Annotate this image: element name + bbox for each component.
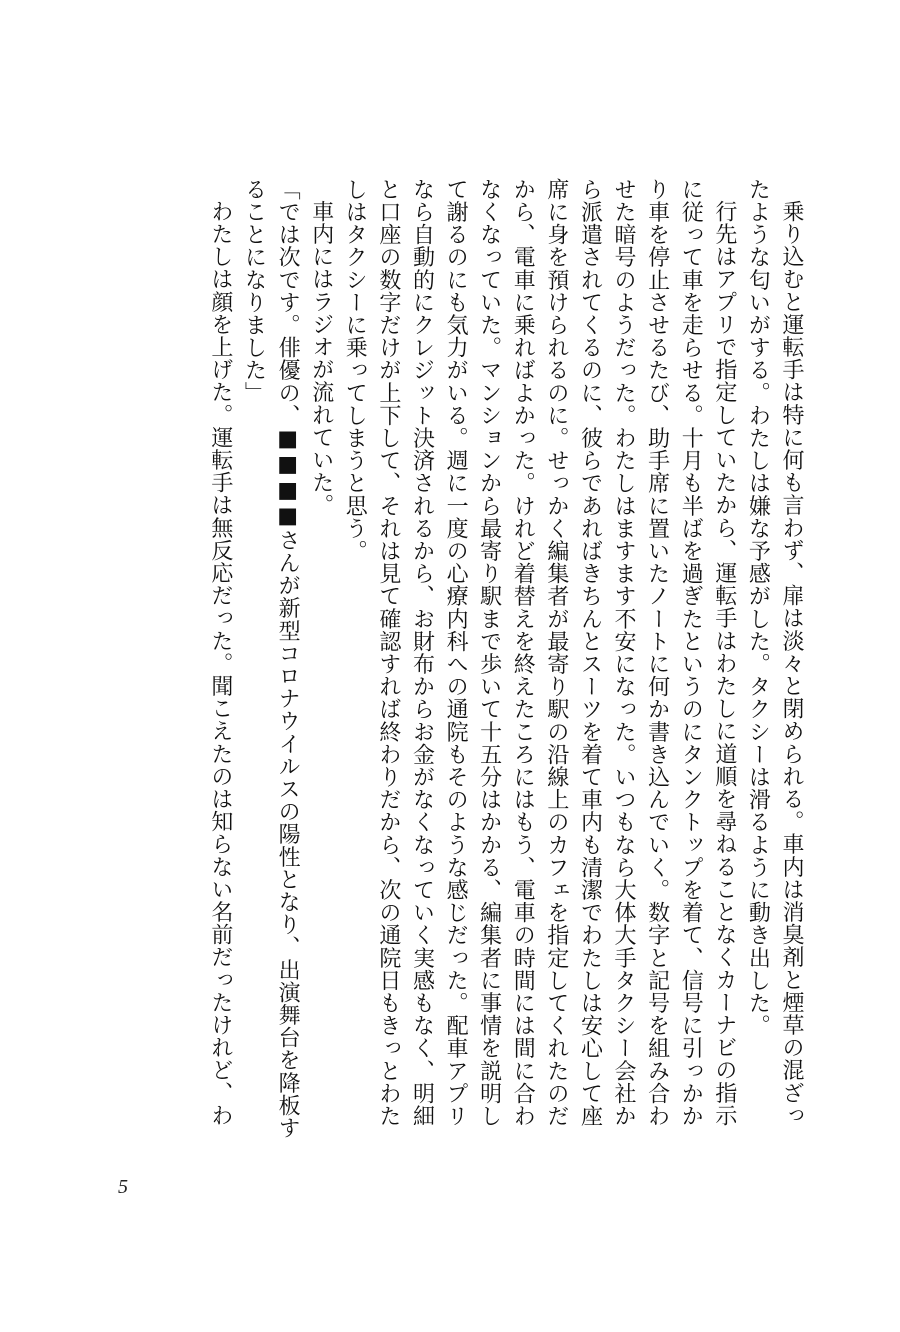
paragraph-1: 乗り込むと運転手は特に何も言わず、扉は淡々と閉められる。車内は消臭剤と煙草の混ざったような匂いがする。わたしは嫌な予感がした。タクシーは滑るように動き出した。 [745, 178, 804, 1127]
paragraph-4-dialogue: 「では次です。俳優の、■■■■さんが新型コロナウイルスの陽性となり、出演舞台を降板することになりました」 [241, 178, 301, 1140]
paragraph-5: わたしは顔を上げた。運転手は無反応だった。聞こえたのは知らない名前だったけれど、わ [207, 200, 233, 1127]
vertical-text-body [88, 178, 808, 1148]
page-number: 5 [118, 1176, 128, 1198]
paragraph-3: 車内にはラジオが流れていた。 [308, 200, 334, 517]
paragraph-2: 行先はアプリで指定していたから、運転手はわたしに道順を尋ねることなくカーナビの指示に従って車を走らせる。十月も半ばを過ぎたというのにタンクトップを着て、信号に引っかかり車を停止させるたび、助手席に置いたノートに何か書き込んでいく。数字と記号を組み合わせた暗号のようだった。わたしはますます不安になった。いつもなら大体大手タクシー会社から派遣されてくるのに、彼らであればきちんとスーツを着て車内も清潔でわたしは安心して座席に身を預けられるのに。せっかく編集者が最寄り駅の沿線上のカフェを指定してくれたのだから、電車に乗ればよかった。けれど着替えを終えたころにはもう、電車の時間には間に合わなくなっていた。マンションから最寄り駅まで歩いて十五分はかかる、編集者に事情を説明して謝るのにも気力がいる。週に一度の心療内科への通院もそのような感じだった。配車アプリなら自動的にクレジット決済されるから、お財布からお金がなくなっていく実感もなく、明細と口座の数字だけが上下して、それは見て確認すれば終わりだから、次の通院日もきっとわたしはタクシーに乗ってしまうと思う。 [342, 178, 737, 1128]
